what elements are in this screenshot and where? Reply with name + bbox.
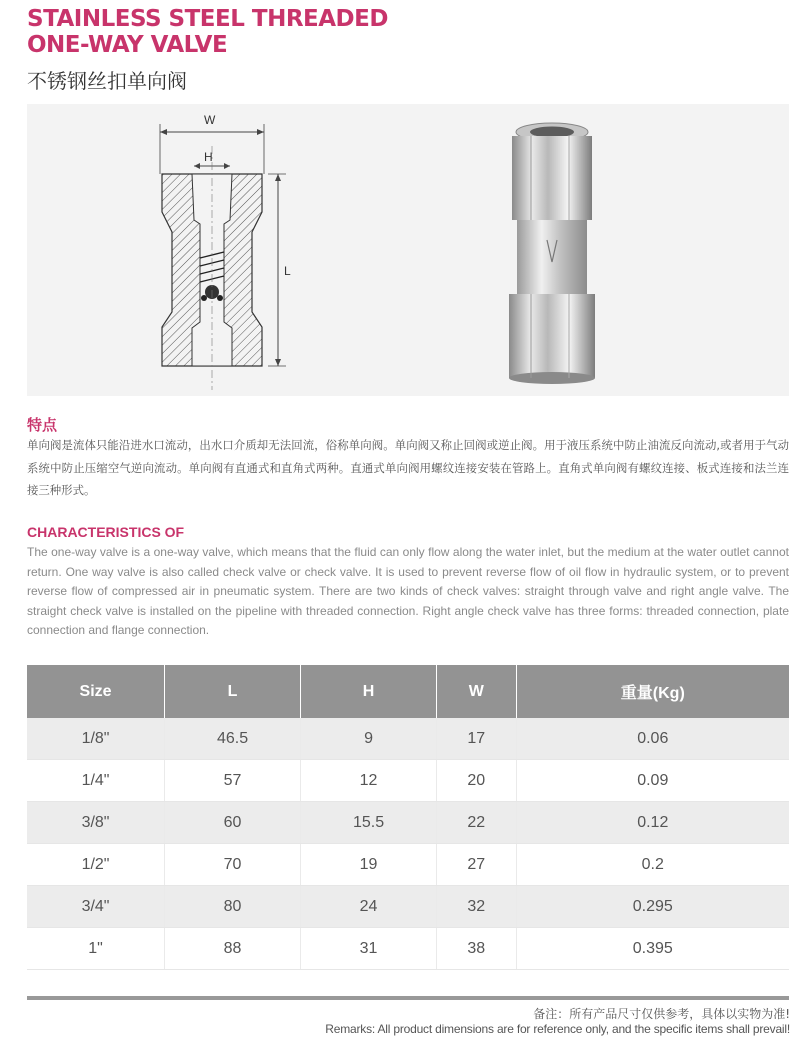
cell-l: 88 <box>165 928 301 970</box>
cell-w: 27 <box>437 844 517 886</box>
col-header-w: W <box>437 665 517 718</box>
table-row <box>27 802 789 844</box>
cell-size: 1/4" <box>27 760 165 802</box>
cell-l: 57 <box>165 760 301 802</box>
spec-table <box>27 665 789 970</box>
cell-h: 19 <box>301 844 437 886</box>
cell-w: 32 <box>437 886 517 928</box>
characteristics-text: The one-way valve is a one-way valve, which means that the fluid can only flow along the water inlet, but the medium at the water outlet cannot return. One way valve is also called check valve or check valve. It is used to prevent reverse flow of oil flow in hydraulic system, or to prevent reverse flow of compressed air in pneumatic system. There are two kinds of check valves: straight through valve and right angle valve. The straight check valve is installed on the pipeline with threaded connection. Right angle check valve has three forms: threaded connection, plate connection and flange connection. <box>27 545 789 637</box>
cell-size: 3/8" <box>27 802 165 844</box>
product-title-cn: 不锈钢丝扣单向阀 <box>27 69 187 93</box>
cell-weight: 0.12 <box>516 802 789 844</box>
cell-size: 1/2" <box>27 844 165 886</box>
table-row <box>27 928 789 970</box>
remark-en: Remarks: All product dimensions are for reference only, and the specific items shall prevail! <box>325 1022 790 1036</box>
cell-weight: 0.295 <box>516 886 789 928</box>
features-text: 单向阀是流体只能沿进水口流动，出水口介质却无法回流，俗称单向阀。单向阀又称止回阀或逆止阀。用于液压系统中防止油流反向流动,或者用于气动系统中防止压缩空气逆向流动。单向阀有直通式和直角式两种。直通式单向阀用螺纹连接安装在管路上。直角式单向阀有螺纹连接、板式连接和法兰连接三种形式。 <box>27 438 789 497</box>
cell-h: 24 <box>301 886 437 928</box>
product-hero <box>27 104 789 396</box>
cell-size: 1" <box>27 928 165 970</box>
col-header-size: Size <box>27 665 165 718</box>
cell-h: 9 <box>301 718 437 760</box>
cell-w: 22 <box>437 802 517 844</box>
cell-size: 1/8" <box>27 718 165 760</box>
footer-divider <box>27 996 789 1000</box>
product-title <box>27 6 388 58</box>
cell-h: 15.5 <box>301 802 437 844</box>
cell-l: 80 <box>165 886 301 928</box>
remark-cn: 备注：所有产品尺寸仅供参考，具体以实物为准! <box>533 1007 790 1021</box>
cell-weight: 0.2 <box>516 844 789 886</box>
cell-weight: 0.09 <box>516 760 789 802</box>
col-header-h: H <box>301 665 437 718</box>
characteristics-title: CHARACTERISTICS OF <box>27 524 185 540</box>
cell-l: 70 <box>165 844 301 886</box>
product-title-line2: ONE-WAY VALVE <box>27 32 228 58</box>
table-row <box>27 760 789 802</box>
cell-l: 46.5 <box>165 718 301 760</box>
cell-l: 60 <box>165 802 301 844</box>
valve-product-photo <box>497 122 607 384</box>
cell-w: 17 <box>437 718 517 760</box>
valve-section-drawing <box>132 112 352 392</box>
cell-h: 31 <box>301 928 437 970</box>
col-header-l: L <box>165 665 301 718</box>
cell-weight: 0.395 <box>516 928 789 970</box>
table-row <box>27 718 789 760</box>
cell-h: 12 <box>301 760 437 802</box>
product-title-line1: STAINLESS STEEL THREADED <box>27 6 388 32</box>
col-header-weight: 重量(Kg) <box>516 665 789 718</box>
cell-weight: 0.06 <box>516 718 789 760</box>
features-title: 特点 <box>27 416 58 434</box>
cell-size: 3/4" <box>27 886 165 928</box>
table-row <box>27 886 789 928</box>
dim-l-label: L <box>284 264 291 278</box>
cell-w: 38 <box>437 928 517 970</box>
table-header-row <box>27 665 789 718</box>
table-row <box>27 844 789 886</box>
dim-w-label: W <box>204 113 216 127</box>
cell-w: 20 <box>437 760 517 802</box>
dim-h-label: H <box>204 150 213 164</box>
